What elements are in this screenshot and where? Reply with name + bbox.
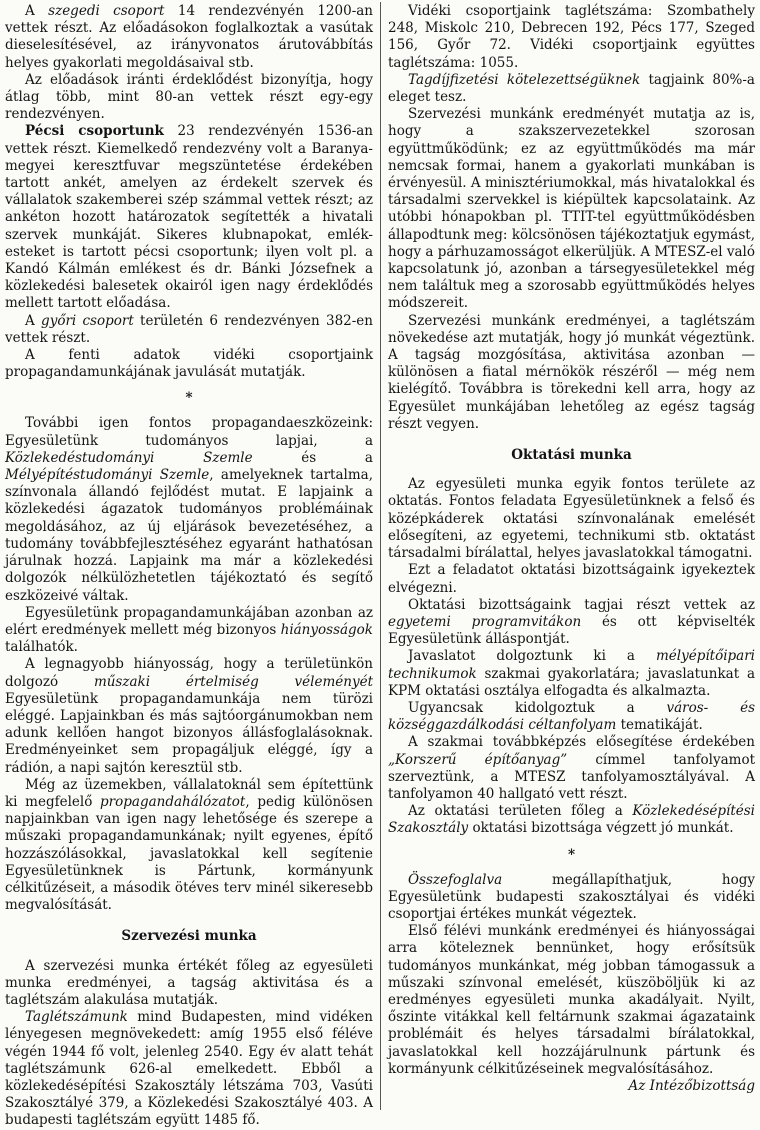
signature: Az Intézőbizottság [628,1077,755,1094]
right-column [388,3,755,1095]
text-run: Egyesületünk propagandamunkája nem türözi eléggé. Lapjainkban és más sajtóorgánumokban nem adunk kellően hangot bizonyos állásfoglalásoknak. Eredményeinket sem propagáljuk eléggé, így a rádión, a napi sajtón keresztül stb. [5,690,373,776]
text-run: Ugyancsak kidolgoztuk a [408,699,667,716]
emphasized-text: szegedi csoport [48,3,165,19]
emphasized-text: Közlekedéstudományi Szemle [5,449,253,466]
text-run: és ott képviselték Egyesületünk álláspontját. [388,613,755,648]
column-divider [380,2,381,1110]
text-run: A szakmai továbbképzés elősegítése érdekében [408,734,755,751]
paragraph [388,803,755,837]
emphasized-text: Tagdíjfizetési kötelezettségüknek [408,71,641,88]
emphasized-text: Közlekedésépítési Szakosztály [388,803,755,837]
emphasized-text: Taglétszámunk [25,1009,128,1026]
text-run: tagjaink 80%-a eleget tesz. [388,71,755,106]
text-run: , amelyeknek tartalma, színvonala állandó fejlődést mutat. E lapjaink a közlekedési ágazatok tudományos problémáinak megoldásához, az új eljárások bevezetéséhez, a tudomány továbbfejlesztéséhez egyaránt hathatósan járulnak hozzá. Lapjaink ma már a közlekedési dolgozók nélkülözhetetlen tájékoztató és segítő eszközeivé váltak. [5,467,373,604]
text-run: Az egyesületi munka egyik fontos területe az oktatás. Fontos feladata Egyesületünknek a felső és középkáderek oktatási színvonalának emelését elősegíteni, az egyetemi, technikumi stb. oktatást társadalmi bírálattal, helyes javaslatokkal támogatni. [388,476,755,562]
text-run: mind Budapesten, mind vidéken lényegesen megnövekedett: amíg 1955 első féléve végén 1944 fő volt, jelenleg 2540. Egy év alatt tehát taglétszámunk 626-al emelkedett. Ebből a közlekedésépítési Szakosztály létszáma 703, Vasúti Szakosztályé 379, a Közlekedési Szakosztályé 403. A budapesti taglétszám együtt 1485 fő. [5,1009,373,1129]
emphasized-text: Mélyépítéstudományi Szemle [5,467,210,484]
text-run: Szervezési munkánk eredményét mutatja az is, hogy a szakszervezetekkel szorosan együttműködünk; ez az együttműködés ma már nemcsak formai, hanem a gyakorlati munkában is érvényesül. A minisztériumokkal, más hivatalokkal és társadalmi szervekkel is kiépültek kapcsolataink. Az utóbbi hónapokban pl. TTIT-tel együttműködésben állapodtunk meg: kölcsönösen tájékoztatjuk egymást, hogy a párhuzamosságot elkerüljük. A MTESZ-el való kapcsolatunk jó, azonban a társegyesületekkel még nem találtuk meg a szorosabb együttműködés helyes módszereit. [388,106,755,312]
text-run: Az előadások iránti érdeklődést bizonyítja, hogy átlag több, mint 80-an vettek részt egy-egy rendezvényen. [5,71,373,123]
paragraph [388,734,755,803]
text-run: Még az üzemekben, vállalatoknál sem építettünk ki megfelelő [5,776,373,810]
emphasized-text: propagandahálózatot [100,793,246,810]
text-run: 23 rendezvényén 1536-an vettek részt. Kiemelkedő rendezvény volt a Baranya-megyei keresztfuvar megszüntetése érdekében tartott ankét, amelyen az érdekelt szervek és vállalatok szakemberei szép számmal vettek részt; az ankéton hozott határozatok segítették a hivatali szervek munkáját. Sikeres klubnapokat, emlék-esteket is tartott pécsi csoportunk; ilyen volt pl. a Kandó Kálmán emlékest és dr. Bánki Józsefnek a közlekedési balesetek okairól igen nagy érdeklődés mellett tartott előadása. [5,123,373,312]
text-run: Az oktatási területen főleg a [408,803,633,820]
emphasized-text: „Korszerű építőanyag” [388,751,568,768]
text-run: Javaslatot dolgoztunk ki a [408,648,656,665]
emphasized-text: győri csoport [41,312,134,329]
paragraph [388,562,755,596]
text-run: Szervezési munkánk eredményei, a taglétszám növekedése azt mutatják, hogy jó munkát végeztünk. A tagság mozgósítása, aktivitása azonban — különösen a fiatal mérnökök részéről — még nem kielégítő. Továbbra is törekedni kell arra, hogy az Egyesület munkájában lehetőleg az egész tagság részt vegyen. [388,312,755,432]
text-run: További igen fontos propagandaeszközeink: Egyesületünk tudományos lapjai, a [5,415,373,449]
emphasized-text: város- és községgazdálkodási céltanfolyam [388,699,755,734]
paragraph [388,923,755,1078]
section-heading: Szervezési munka [121,928,257,945]
text-run: A [25,312,42,329]
text-run: 14 rendezvényén 1200-an vettek részt. Az előadásokon foglalkoztak a vasútak dieselesítésével, az irányvonatos árutovábbítás helyes gyakorlati megoldásaival stb. [5,3,373,71]
text-run: területén 6 rendezvényen 382-en vettek részt. [5,312,373,346]
paragraph [388,106,755,312]
paragraph [5,415,373,604]
paragraph [5,656,373,776]
text-run: címmel tanfolyamot szerveztünk, a MTESZ tanfolyamosztályával. A tanfolyamon 40 hallgató vett részt. [388,751,755,802]
paragraph [388,3,755,72]
paragraph [388,72,755,106]
text-run: A szervezési munka értékét főleg az egyesületi munka eredményei, a tagság aktivitása és a taglétszám alakulása mutatják. [5,957,373,1008]
section-separator: * [567,846,576,863]
left-column [5,3,373,1130]
text-run: A [25,3,49,19]
section-heading: Oktatási munka [511,447,632,464]
text-run: A fenti adatok vidéki csoportjaink propagandamunkájának javulását mutatják. [5,347,373,381]
text-run: oktatási bizottsága végzett jó munkát. [468,820,734,837]
paragraph [388,648,755,700]
text-run: A legnagyobb hiányosság, hogy a területünkön dolgozó [5,656,373,690]
paragraph [5,605,373,657]
paragraph [5,347,373,381]
paragraph [5,1009,373,1129]
emphasized-text: Összefoglalva [408,871,503,888]
text-run: Vidéki csoportjaink taglétszáma: Szombathely 248, Miskolc 210, Debrecen 192, Pécs 177, Szeged 156, Győr 72. Vidéki csoportjaink együttes taglétszáma: 1055. [388,3,755,71]
text-run: tematikáját. [616,717,703,734]
text-run: találhatók. [5,639,78,656]
paragraph [5,313,373,347]
paragraph [388,476,755,562]
text-run: , pedig különösen napjainkban van igen nagy lehetősége és szerepe a műszaki propagandamunkának; nyilt egyenes, építő hozzászólásokkal, javaslatokkal kell segítenie Egyesületünknek is Pártunk, kormányunk célkitűzéseit, a második ötéves terv minél sikeresebb megvalósítását. [5,793,373,914]
bold-text: Pécsi csoportunk [25,123,164,140]
paragraph [388,872,755,924]
text-run: és a [252,449,373,466]
emphasized-text: hiányosságok [280,621,373,638]
paragraph [5,72,373,124]
emphasized-text: műszaki értelmiség véleményét [93,673,373,690]
text-run: Ezt a feladatot oktatási bizottságaink igyekeztek elvégezni. [388,562,755,596]
text-run: szakmai gyakorlatára; javaslatunkat a KPM oktatási osztálya elfogadta és alkalmazta. [388,665,755,699]
section-separator: * [185,390,193,407]
paragraph [388,700,755,734]
text-run: megállapíthatjuk, hogy Egyesületünk budapesti szakosztályai és vidéki csoportjai értékes munkát végeztek. [388,871,755,922]
paragraph [5,123,373,312]
paragraph [388,597,755,649]
paragraph [5,3,373,72]
emphasized-text: mélyépítőipari technikumok [388,648,755,682]
text-run: Egyesületünk propagandamunkájában azonban az elért eredmények mellett még bizonyos [5,604,373,638]
text-run: Első félévi munkánk eredményei és hiányosságai arra köteleznek bennünket, hogy erősítsük tudományos munkánkat, még jobban támogassuk a műszaki színvonal emelését, küszöböljük ki az eredményes egyesületi munka akadályait. Nyilt, őszinte vitákkal kell feltárnunk szakmai ágazataink problémáit és helyes társadalmi bírálatokkal, javaslatokkal kell hozzájárulnunk pártunk és kormányunk célkitűzéseinek megvalósításához. [388,923,755,1077]
paragraph [5,777,373,915]
text-run: Oktatási bizottságaink tagjai részt vettek az [408,596,755,613]
emphasized-text: egyetemi programvitákon [388,613,582,630]
paragraph [388,313,755,433]
paragraph [5,958,373,1010]
